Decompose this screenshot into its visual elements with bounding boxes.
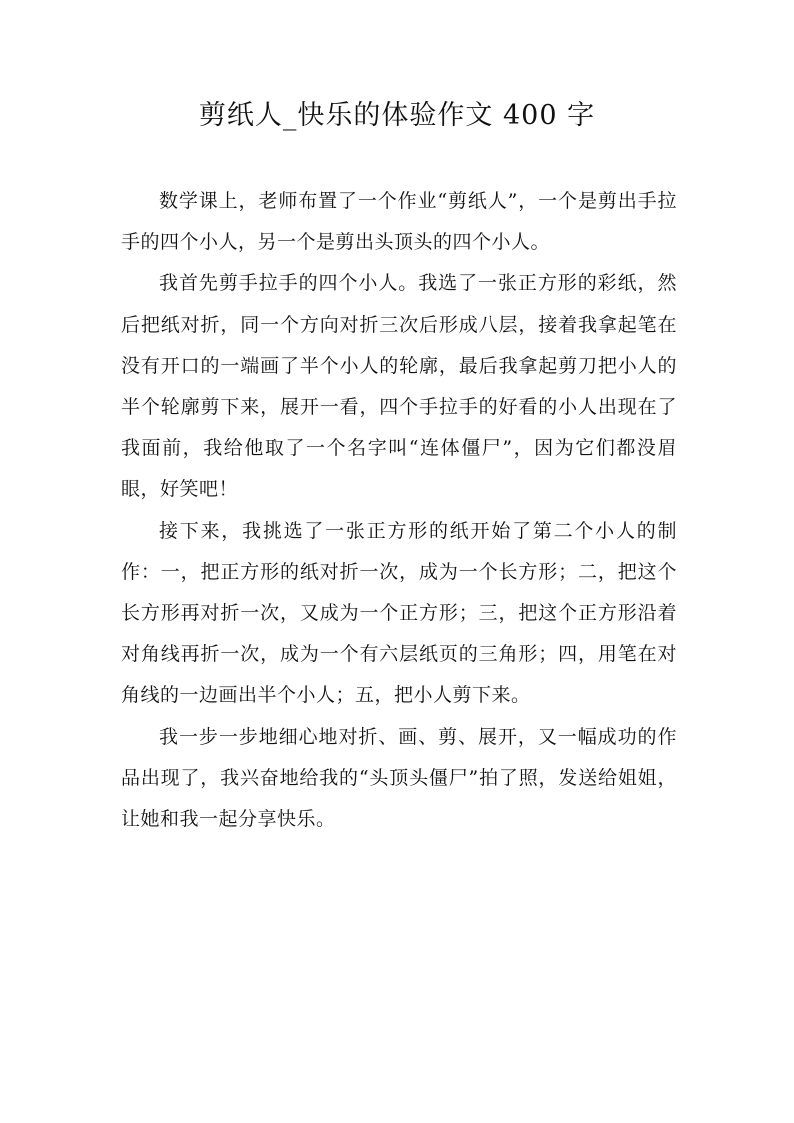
essay-body: [121, 181, 677, 840]
paragraph-1: 数学课上，老师布置了一个作业“剪纸人”，一个是剪出手拉手的四个小人，另一个是剪出头顶头的四个小人。: [121, 190, 677, 254]
paragraph-3: 接下来，我挑选了一张正方形的纸开始了第二个小人的制作：一，把正方形的纸对折一次，成为一个长方形；二，把这个长方形再对折一次，又成为一个正方形；三，把这个正方形沿着对角线再折一次，成为一个有六层纸页的三角形；四，用笔在对角线的一边画出半个小人；五，把小人剪下来。: [121, 519, 677, 707]
document-title: 剪纸人_快乐的体验作文 400 字: [198, 100, 596, 131]
paragraph-2: 我首先剪手拉手的四个小人。我选了一张正方形的彩纸，然后把纸对折，同一个方向对折三次后形成八层，接着我拿起笔在没有开口的一端画了半个小人的轮廓，最后我拿起剪刀把小人的半个轮廓剪下来，展开一看，四个手拉手的好看的小人出现在了我面前，我给他取了一个名字叫“连体僵尸”，因为它们都没眉眼，好笑吧！: [121, 272, 677, 501]
paragraph-4: 我一步一步地细心地对折、画、剪、展开，又一幅成功的作品出现了，我兴奋地给我的“头顶头僵尸”拍了照，发送给姐姐，让她和我一起分享快乐。: [121, 725, 677, 831]
